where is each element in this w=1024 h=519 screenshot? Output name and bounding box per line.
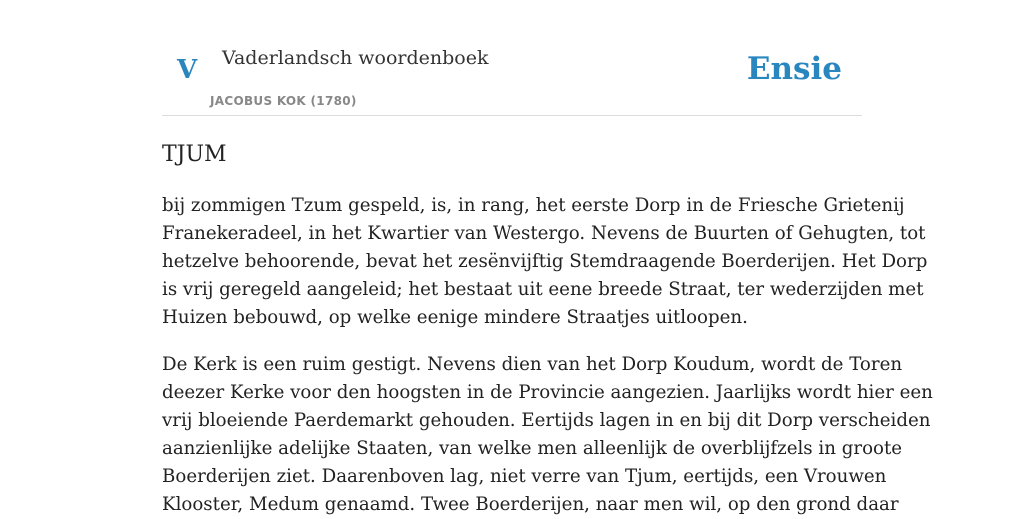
book-letter-icon: V [177, 55, 198, 85]
entry-paragraph [162, 192, 928, 332]
paragraph-line: Huizen bebouwd, op welke eenige mindere Straatjes uitloopen. [162, 307, 748, 328]
paragraph-line: aanzienlijke adelijke Staaten, van welke men alleenlijk de overblijfzels in groote [162, 438, 903, 459]
paragraph-line: hetzelve behoorende, bevat het zesënvijftig Stemdraagende Boerderijen. Het Dorp [162, 251, 928, 272]
paragraph-line: Boerderijen ziet. Daarenboven lag, niet verre van Tjum, eertijds, een Vrouwen [162, 466, 887, 487]
entry-title: TJUM [162, 142, 227, 167]
paragraph-line: bij zommigen Tzum gespeld, is, in rang, het eerste Dorp in de Friesche Grietenij [162, 195, 905, 216]
paragraph-line: De Kerk is een ruim gestigt. Nevens dien van het Dorp Koudum, wordt de Toren [162, 354, 903, 375]
paragraph-line: Franekeradeel, in het Kwartier van Westergo. Nevens de Buurten of Gehugten, tot [162, 223, 926, 244]
brand-logo[interactable]: Ensie [746, 51, 842, 87]
paragraph-line: vrij bloeiende Paerdemarkt gehouden. Eertijds lagen in en bij dit Dorp verscheiden [162, 410, 931, 431]
paragraph-line: deezer Kerke voor den hoogsten in de Provincie aangezien. Jaarlijks wordt hier een [162, 382, 933, 403]
header [162, 0, 862, 116]
book-title[interactable]: Vaderlandsch woordenboek [222, 47, 489, 69]
entry-paragraph [162, 351, 933, 519]
paragraph-line: Klooster, Medum genaamd. Twee Boerderijen, naar men wil, op den grond daar [162, 494, 899, 515]
page [162, 0, 933, 515]
paragraph-line: is vrij geregeld aangeleid; het bestaat uit eene breede Straat, ter wederzijden met [162, 279, 924, 300]
book-author: JACOBUS KOK (1780) [210, 94, 357, 108]
